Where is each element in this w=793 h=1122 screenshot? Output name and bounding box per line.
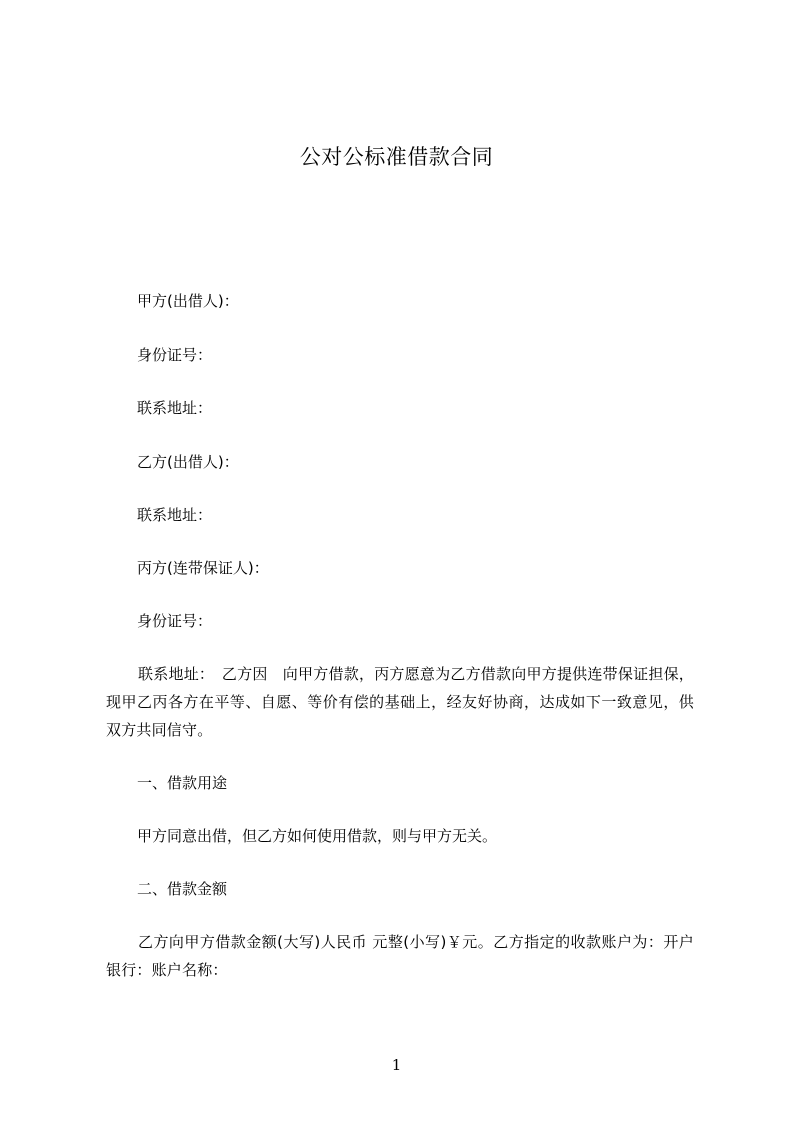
page-number: 1 xyxy=(391,1056,402,1074)
section-text: 甲方同意出借，但乙方如何使用借款，则与甲方无关。 xyxy=(137,827,498,845)
intro-paragraph: 联系地址： 乙方因 向甲方借款，丙方愿意为乙方借款向甲方提供连带保证担保，现甲乙丙各方在平等、自愿、等价有偿的基础上，经友好协商，达成如下一致意见，供双方共同信守。 xyxy=(106,665,694,739)
section-heading: 二、借款金额 xyxy=(137,880,228,898)
id-number-label: 身份证号： xyxy=(137,612,213,630)
id-number-label: 身份证号： xyxy=(137,346,213,364)
address-label: 联系地址： xyxy=(137,506,213,524)
document-title: 公对公标准借款合同 xyxy=(299,145,494,169)
party-b-label: 乙方(出借人)： xyxy=(137,453,239,471)
section-text: 乙方向甲方借款金额(大写)人民币 元整(小写)￥元。乙方指定的收款账户为：开户银行：账户名称： xyxy=(106,933,694,979)
address-label: 联系地址： xyxy=(137,399,213,417)
section-heading: 一、借款用途 xyxy=(137,774,228,792)
party-a-label: 甲方(出借人)： xyxy=(137,292,239,310)
party-c-label: 丙方(连带保证人)： xyxy=(137,559,269,577)
